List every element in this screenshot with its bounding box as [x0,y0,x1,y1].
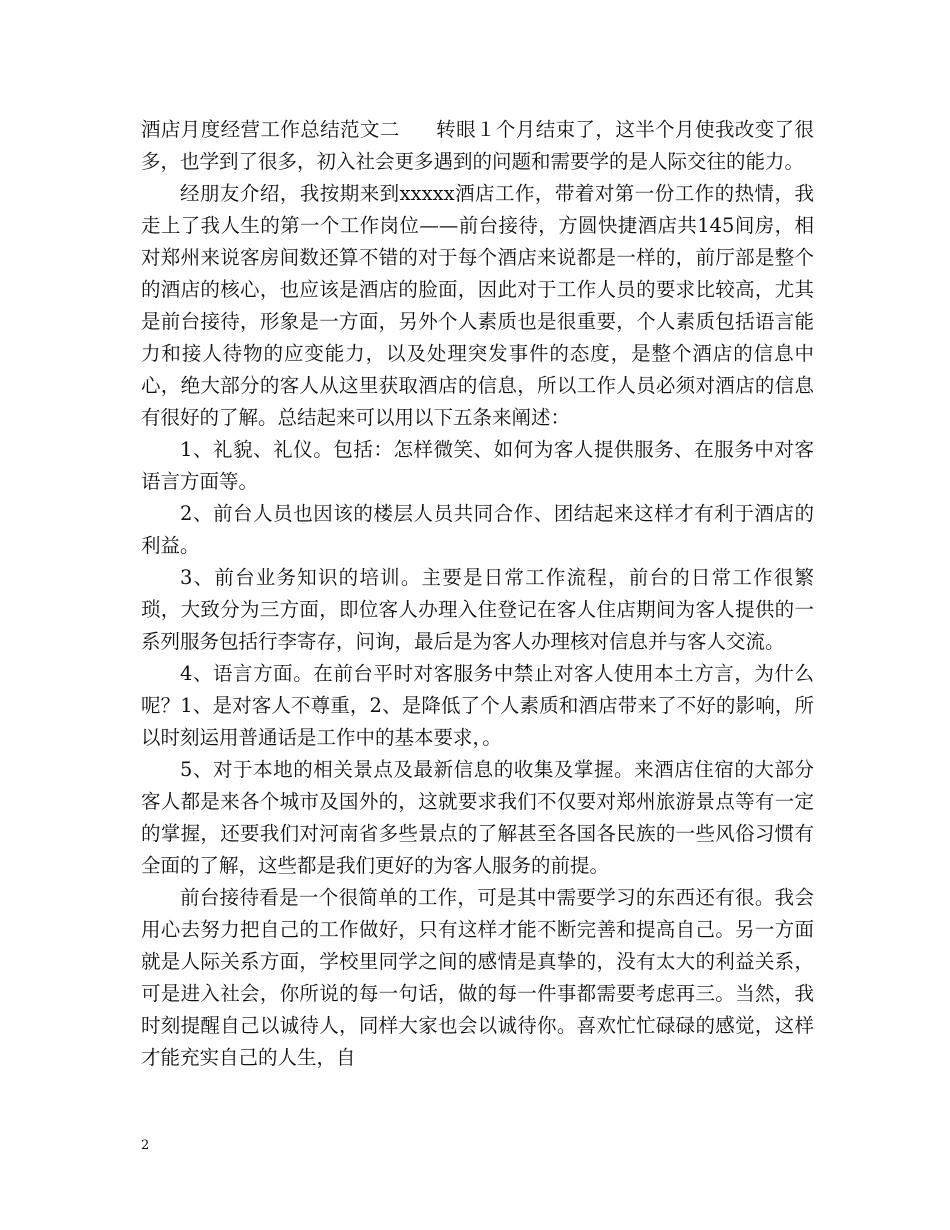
list-item: 1、礼貌、礼仪。包括：怎样微笑、如何为客人提供服务、在服务中对客语言方面等。 [141,438,814,493]
list-item: 2、前台人员也因该的楼层人员共同合作、团结起来这样才有利于酒店的利益。 [141,502,814,557]
list-item: 4、语言方面。在前台平时对客服务中禁止对客人使用本土方言，为什么呢？1、是对客人不尊重，2、是降低了个人素质和酒店带来了不好的影响，所以时刻运用普通话是工作中的基本要求，。 [141,662,814,749]
list-item: 5、对于本地的相关景点及最新信息的收集及掌握。来酒店住宿的大部分客人都是来各个城市及国外的，这就要求我们不仅要对郑州旅游景点等有一定的掌握，还要我们对河南省多些景点的了解甚至各国各民族的一些风俗习惯有全面的了解，这些都是我们更好的为客人服务的前提。 [141,758,814,877]
document-body [141,114,814,1074]
list-item: 3、前台业务知识的培训。主要是日常工作流程，前台的日常工作很繁琐，大致分为三方面，即位客人办理入住登记在客人住店期间为客人提供的一系列服务包括行李寄存，问询，最后是为客人办理核对信息并与客人交流。 [141,566,814,653]
paragraph-text: 转眼１个月结束了，这半个月使我改变了很多，也学到了很多，初入社会更多遇到的问题和需要学的是人际交往的能力。 [141,118,814,173]
paragraph: 经朋友介绍，我按期来到xxxxx酒店工作，带着对第一份工作的热情，我走上了我人生的第一个工作岗位——前台接待，方圆快捷酒店共145间房，相对郑州来说客房间数还算不错的对于每个酒店来说都是一样的，前厅部是整个的酒店的核心，也应该是酒店的脸面，因此对于工作人员的要求比较高，尤其是前台接待，形象是一方面，另外个人素质也是很重要，个人素质包括语言能力和接人待物的应变能力，以及处理突发事件的态度，是整个酒店的信息中心，绝大部分的客人从这里获取酒店的信息，所以工作人员必须对酒店的信息有很好的了解。总结起来可以用以下五条来阐述： [141,182,814,429]
opening-paragraph [141,114,814,178]
document-title: 酒店月度经营工作总结范文二 [141,118,400,141]
paragraph: 前台接待看是一个很简单的工作，可是其中需要学习的东西还有很。我会用心去努力把自己的工作做好，只有这样才能不断完善和提高自己。另一方面就是人际关系方面，学校里同学之间的感情是真挚的，没有太大的利益关系，可是进入社会，你所说的每一句话，做的每一件事都需要考虑再三。当然，我时刻提醒自己以诚待人，同样大家也会以诚待你。喜欢忙忙碌碌的感觉，这样才能充实自己的人生，自 [141,886,814,1069]
page-number: 2 [141,1138,150,1153]
